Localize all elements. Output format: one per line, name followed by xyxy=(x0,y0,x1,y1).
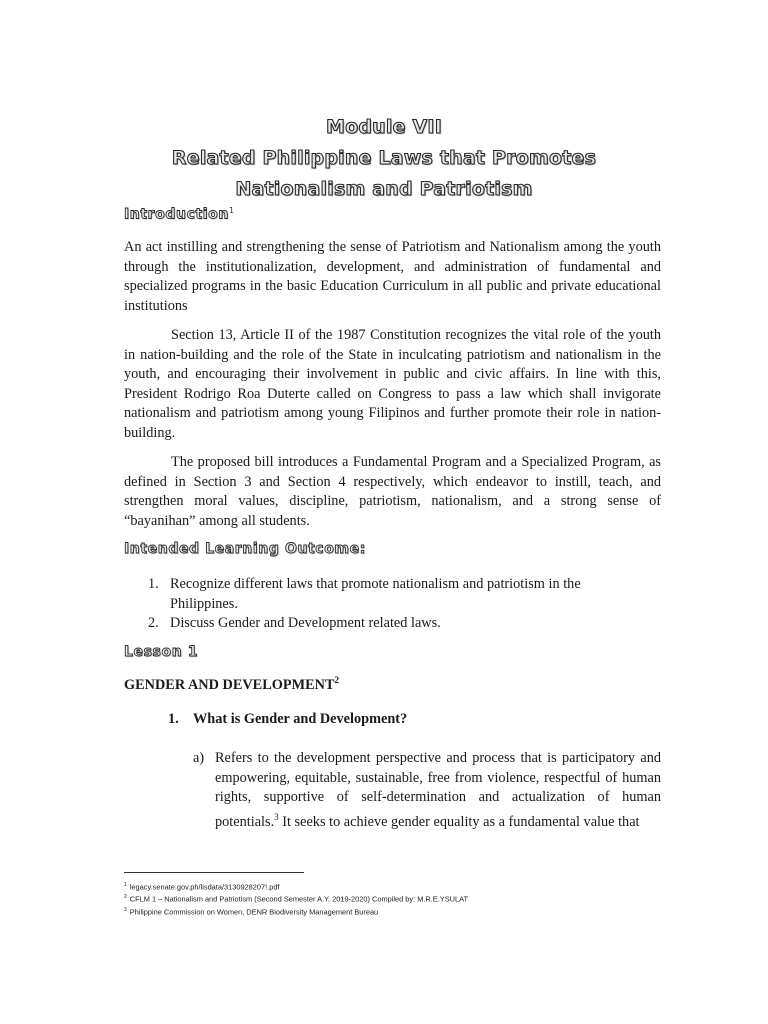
footnote-number: 3 xyxy=(124,906,127,913)
module-title-line-1: Related Philippine Laws that Promotes xyxy=(171,147,597,169)
topic-footnote-ref: 2 xyxy=(334,675,340,685)
answer-text-part-1: Refers to the development perspective and process that is participatory and empowering, equitable, sustainable, free from violence, respectful of human rights, supportive of self-determination and actualization of human potentials. xyxy=(215,750,661,830)
footnote-item xyxy=(124,905,684,917)
intro-paragraph-1: An act instilling and strengthening the sense of Patriotism and Nationalism among the youth through the institutionalization, development, and administration of fundamental and specialized programs in the basic Education Curriculum in all public and private educational institutions xyxy=(124,239,661,314)
introduction-footnote-ref: 1 xyxy=(228,206,235,215)
module-number: Module VII xyxy=(326,116,442,138)
footnote-item xyxy=(124,880,684,892)
list-text: Discuss Gender and Development related laws. xyxy=(170,615,441,632)
footnotes xyxy=(124,880,684,917)
answer-footnote-ref: 3 xyxy=(274,811,279,822)
footnote-text: Philippine Commission on Women, DENR Biodiversity Management Bureau xyxy=(129,907,379,917)
topic-heading xyxy=(124,675,339,694)
learning-outcome-heading: Intended Learning Outcome: xyxy=(124,541,366,557)
lesson-heading: Lesson 1 xyxy=(124,644,199,660)
list-item xyxy=(148,614,648,634)
answer-label: a) xyxy=(193,750,205,766)
question-heading xyxy=(168,711,407,728)
module-title xyxy=(0,112,768,205)
footnote-number: 1 xyxy=(124,882,127,888)
module-title-line-2: Nationalism and Patriotism xyxy=(235,178,533,200)
footnote-text: CFLM 1 – Nationalism and Patriotism (Second Semester A.Y. 2019-2020) Compiled by: M.R.E.YSULAT xyxy=(129,894,468,904)
list-text: Recognize different laws that promote nationalism and patriotism in the Philippines. xyxy=(170,576,581,612)
intro-paragraph-3: The proposed bill introduces a Fundamental Program and a Specialized Program, as defined in Section 3 and Section 4 respectively, which endeavor to instill, teach, and strengthen moral values, discipline, patriotism, nationalism, and a strong sense of “bayanihan” among all students. xyxy=(124,454,661,529)
topic-heading-text: GENDER AND DEVELOPMENT xyxy=(124,676,335,693)
learning-outcome-list xyxy=(148,575,648,634)
answer-text-part-2: It seeks to achieve gender equality as a fundamental value that xyxy=(278,813,640,830)
answer-item xyxy=(193,749,661,832)
list-number: 1. xyxy=(148,576,159,592)
list-number: 2. xyxy=(148,615,159,632)
footnote-divider xyxy=(124,872,304,873)
intro-paragraph-2: Section 13, Article II of the 1987 Constitution recognizes the vital role of the youth in nation-building and the role of the State in inculcating patriotism and nationalism in the youth, and encouraging their involvement in public and civic affairs. In line with this, President Rodrigo Roa Duterte called on Congress to pass a law which shall invigorate nationalism and patriotism among young Filipinos and further promote their role in nation-building. xyxy=(124,327,661,441)
footnote-number: 2 xyxy=(124,894,127,901)
footnote-item xyxy=(124,892,684,904)
answer-text xyxy=(215,749,661,832)
footnote-text: legacy.senate.gov.ph/lisdata/3130928207!.pdf xyxy=(129,882,280,892)
question-text: What is Gender and Development? xyxy=(193,711,408,727)
introduction-heading xyxy=(124,206,235,223)
introduction-heading-text: Introduction xyxy=(124,206,229,223)
list-item xyxy=(148,575,648,614)
question-number: 1. xyxy=(168,711,179,727)
